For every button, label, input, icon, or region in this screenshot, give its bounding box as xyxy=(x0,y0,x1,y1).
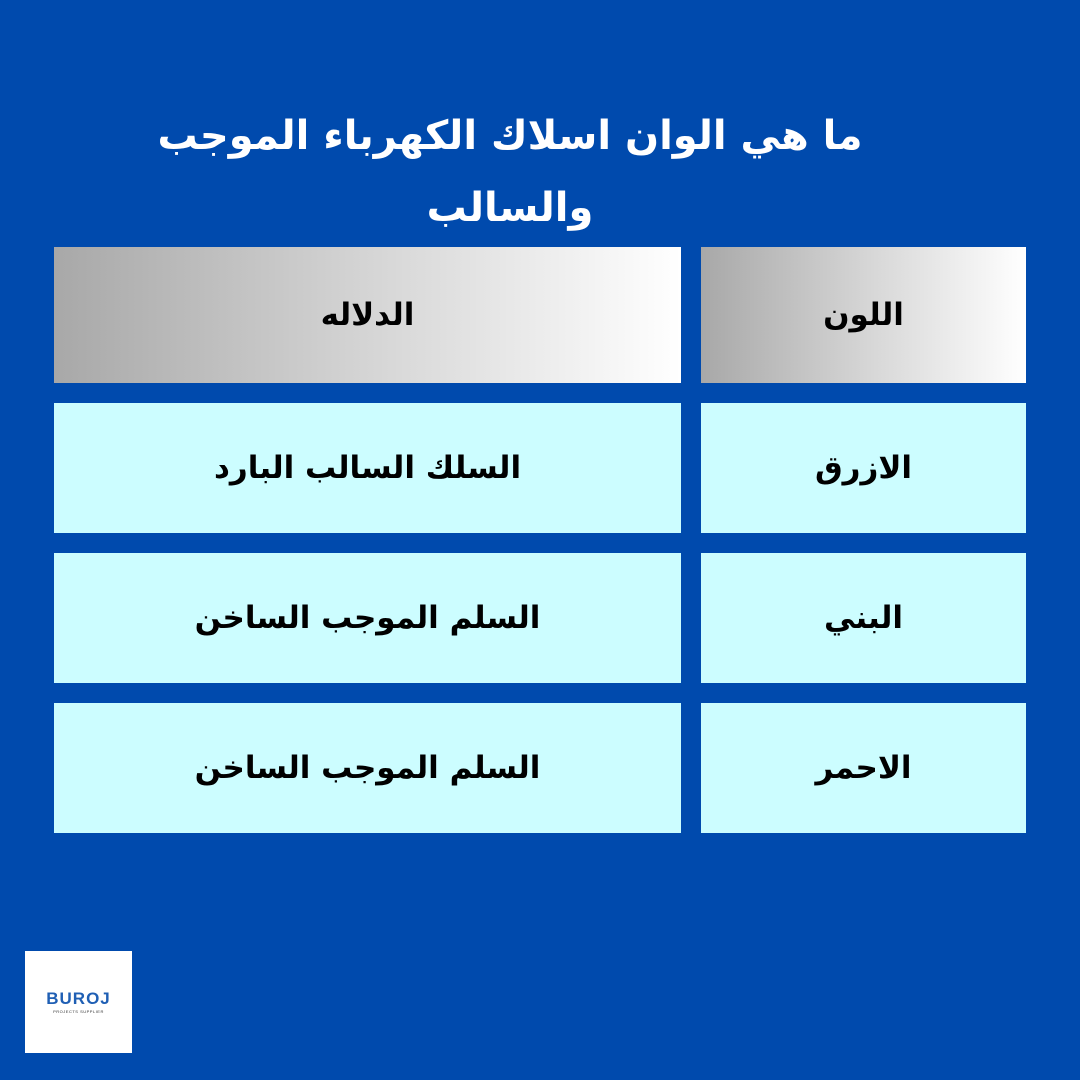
buroj-logo xyxy=(25,951,132,1053)
row-2-color: البني xyxy=(701,553,1026,683)
row-3-meaning: السلم الموجب الساخن xyxy=(54,703,681,833)
page-title: ما هي الوان اسلاك الكهرباء الموجب والسالب xyxy=(157,113,863,231)
header-color: اللون xyxy=(701,247,1026,383)
header-meaning: الدلاله xyxy=(54,247,681,383)
row-1-meaning: السلك السالب البارد xyxy=(54,403,681,533)
logo-tagline: PROJECTS SUPPLIER xyxy=(53,1009,104,1014)
row-1-color: الازرق xyxy=(701,403,1026,533)
logo-wordmark: BUROJ xyxy=(46,989,111,1008)
row-2-meaning: السلم الموجب الساخن xyxy=(54,553,681,683)
row-3-color: الاحمر xyxy=(701,703,1026,833)
